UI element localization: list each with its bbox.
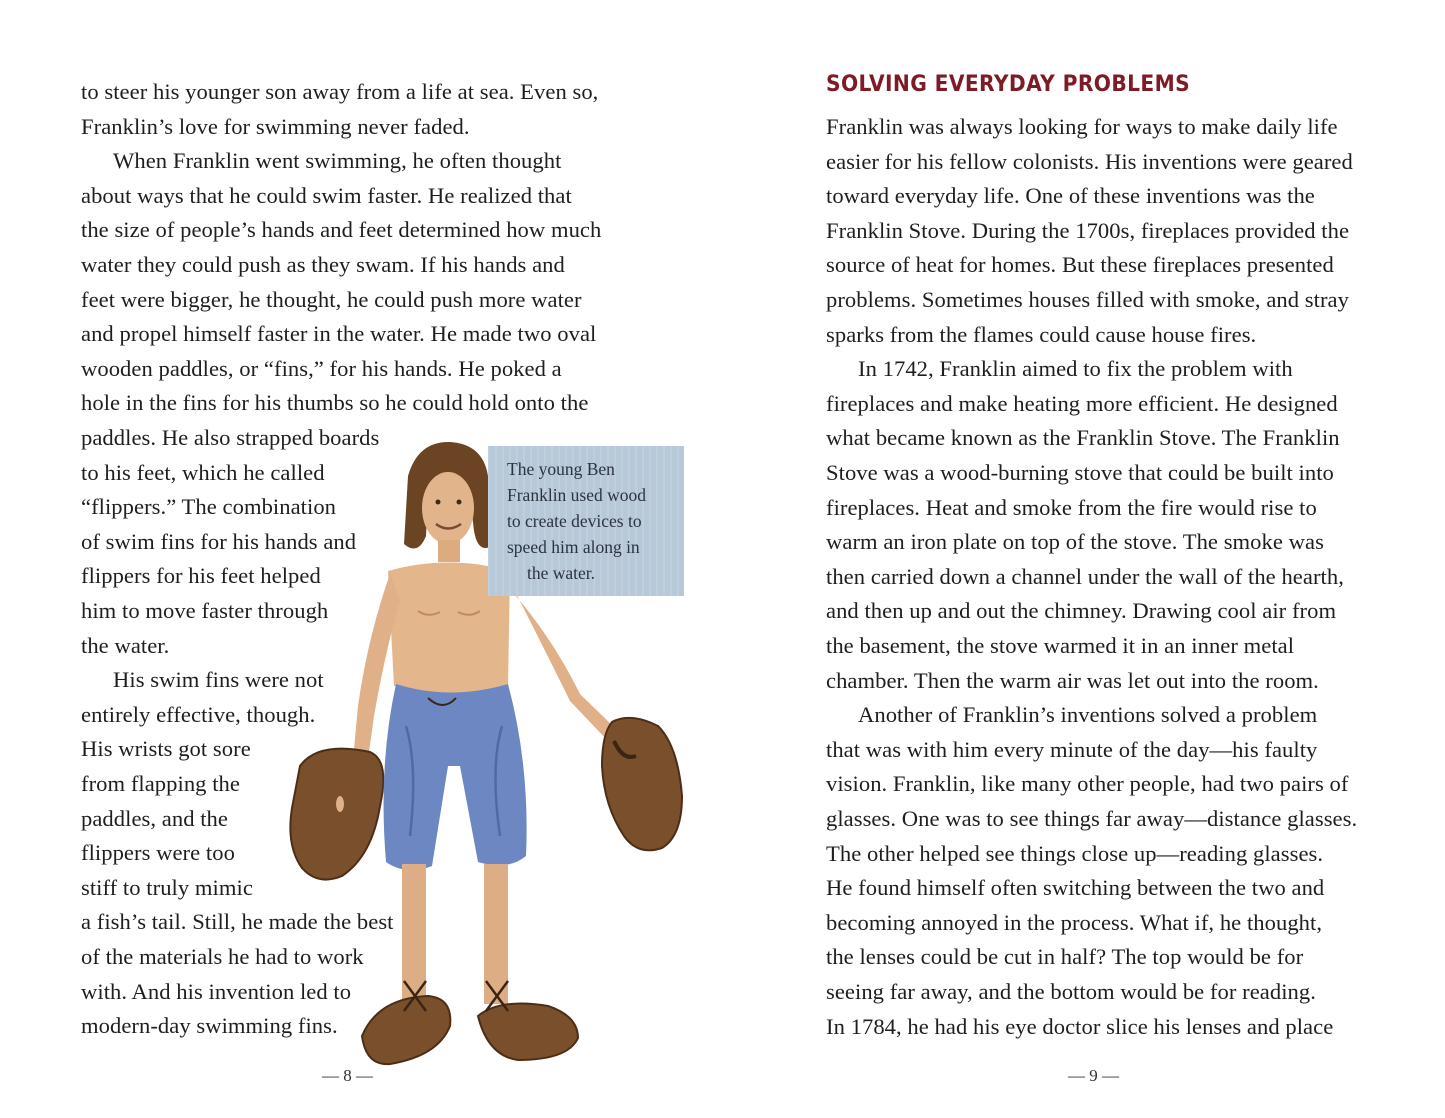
left-line-24: stiff to truly mimic: [81, 874, 253, 900]
left-line-28: modern-day swimming fins.: [81, 1013, 338, 1039]
left-line-13: “flippers.” The combination: [81, 494, 337, 520]
left-page-number: — 8 —: [322, 1066, 373, 1085]
caption-line-3: to create devices to: [507, 511, 642, 531]
left-line-12: to his feet, which he called: [81, 459, 325, 485]
right-line-7: sparks from the flames could cause house fires.: [826, 321, 1257, 347]
right-hand-fin: [602, 718, 682, 850]
face: [422, 472, 474, 544]
left-line-27: with. And his invention led to: [81, 978, 352, 1004]
left-line-23: flippers were too: [81, 840, 235, 866]
caption-line-1: The young Ben: [507, 459, 615, 479]
left-line-8: and propel himself faster in the water. He made two oval: [81, 321, 597, 347]
right-line-16: the basement, the stove warmed it in an inner metal: [826, 633, 1295, 658]
left-line-3: When Franklin went swimming, he often thought: [113, 148, 562, 174]
left-line-25: a fish’s tail. Still, he made the best: [81, 909, 394, 935]
left-line-11: paddles. He also strapped boards: [81, 425, 380, 450]
right-line-2: easier for his fellow colonists. His inventions were geared: [826, 148, 1353, 174]
right-line-25: the lenses could be cut in half? The top would be for: [826, 944, 1304, 970]
left-line-20: His wrists got sore: [81, 736, 251, 762]
left-line-14: of swim fins for his hands and: [81, 528, 357, 554]
right-line-13: warm an iron plate on top of the stove. The smoke was: [826, 529, 1324, 555]
left-line-22: paddles, and the: [81, 805, 228, 831]
right-line-22: The other helped see things close up—reading glasses.: [826, 840, 1324, 866]
right-line-1: Franklin was always looking for ways to make daily life: [826, 114, 1338, 139]
caption-line-4: speed him along in: [507, 537, 640, 557]
right-line-18: Another of Franklin’s inventions solved a problem: [858, 702, 1318, 728]
right-line-19: that was with him every minute of the day—his faulty: [826, 736, 1318, 762]
left-line-6: water they could push as they swam. If his hands and: [81, 252, 565, 277]
left-line-26: of the materials he had to work: [81, 944, 364, 969]
caption-line-2: Franklin used wood: [507, 485, 647, 505]
right-line-14: then carried down a channel under the wall of the hearth,: [826, 563, 1344, 589]
right-line-6: problems. Sometimes houses filled with smoke, and stray: [826, 287, 1349, 312]
right-arm: [506, 574, 618, 741]
caption-line-5: the water.: [527, 563, 596, 583]
right-line-4: Franklin Stove. During the 1700s, fireplaces provided the: [826, 217, 1350, 243]
left-line-17: the water.: [81, 632, 170, 658]
left-line-7: feet were bigger, he thought, he could push more water: [81, 286, 582, 312]
right-line-26: seeing far away, and the bottom would be for reading.: [826, 979, 1316, 1004]
left-line-4: about ways that he could swim faster. He realized that: [81, 182, 572, 208]
illustration-caption: [488, 446, 684, 596]
right-page-number: — 9 —: [1068, 1066, 1119, 1085]
right-line-12: fireplaces. Heat and smoke from the fire would rise to: [826, 494, 1317, 520]
left-line-2: Franklin’s love for swimming never faded.: [81, 113, 470, 139]
left-line-9: wooden paddles, or “fins,” for his hands. He poked a: [81, 355, 562, 381]
left-line-15: flippers for his feet helped: [81, 563, 321, 589]
right-foot-flipper: [478, 1004, 578, 1060]
left-line-19: entirely effective, though.: [81, 701, 316, 727]
left-line-18: His swim fins were not: [113, 667, 324, 693]
right-line-5: source of heat for homes. But these fireplaces presented: [826, 252, 1334, 278]
right-line-20: vision. Franklin, like many other people, had two pairs of: [826, 771, 1349, 797]
right-line-23: He found himself often switching between the two and: [826, 875, 1325, 901]
right-line-27: In 1784, he had his eye doctor slice his lenses and place: [826, 1013, 1334, 1039]
right-line-3: toward everyday life. One of these inventions was the: [826, 183, 1315, 209]
right-line-24: becoming annoyed in the process. What if, he thought,: [826, 909, 1323, 935]
left-line-21: from flapping the: [81, 771, 240, 796]
right-line-8: In 1742, Franklin aimed to fix the problem with: [858, 356, 1293, 382]
left-line-1: to steer his younger son away from a life at sea. Even so,: [81, 79, 599, 104]
left-hand-fin: [290, 749, 383, 880]
section-heading: SOLVING EVERYDAY PROBLEMS: [826, 72, 1191, 97]
left-line-5: the size of people’s hands and feet determined how much: [81, 217, 602, 243]
right-page: [722, 0, 1445, 1118]
right-line-15: and then up and out the chimney. Drawing cool air from: [826, 598, 1337, 624]
right-line-21: glasses. One was to see things far away—distance glasses.: [826, 806, 1358, 831]
left-line-16: him to move faster through: [81, 598, 329, 623]
right-line-9: fireplaces and make heating more efficient. He designed: [826, 390, 1338, 416]
left-line-10: hole in the fins for his thumbs so he could hold onto the: [81, 390, 589, 416]
right-line-17: chamber. Then the warm air was let out into the room.: [826, 667, 1319, 693]
left-page: [0, 0, 722, 1118]
right-line-10: what became known as the Franklin Stove. The Franklin: [826, 425, 1340, 451]
blue-breeches: [384, 684, 527, 870]
right-line-11: Stove was a wood-burning stove that could be built into: [826, 460, 1334, 485]
